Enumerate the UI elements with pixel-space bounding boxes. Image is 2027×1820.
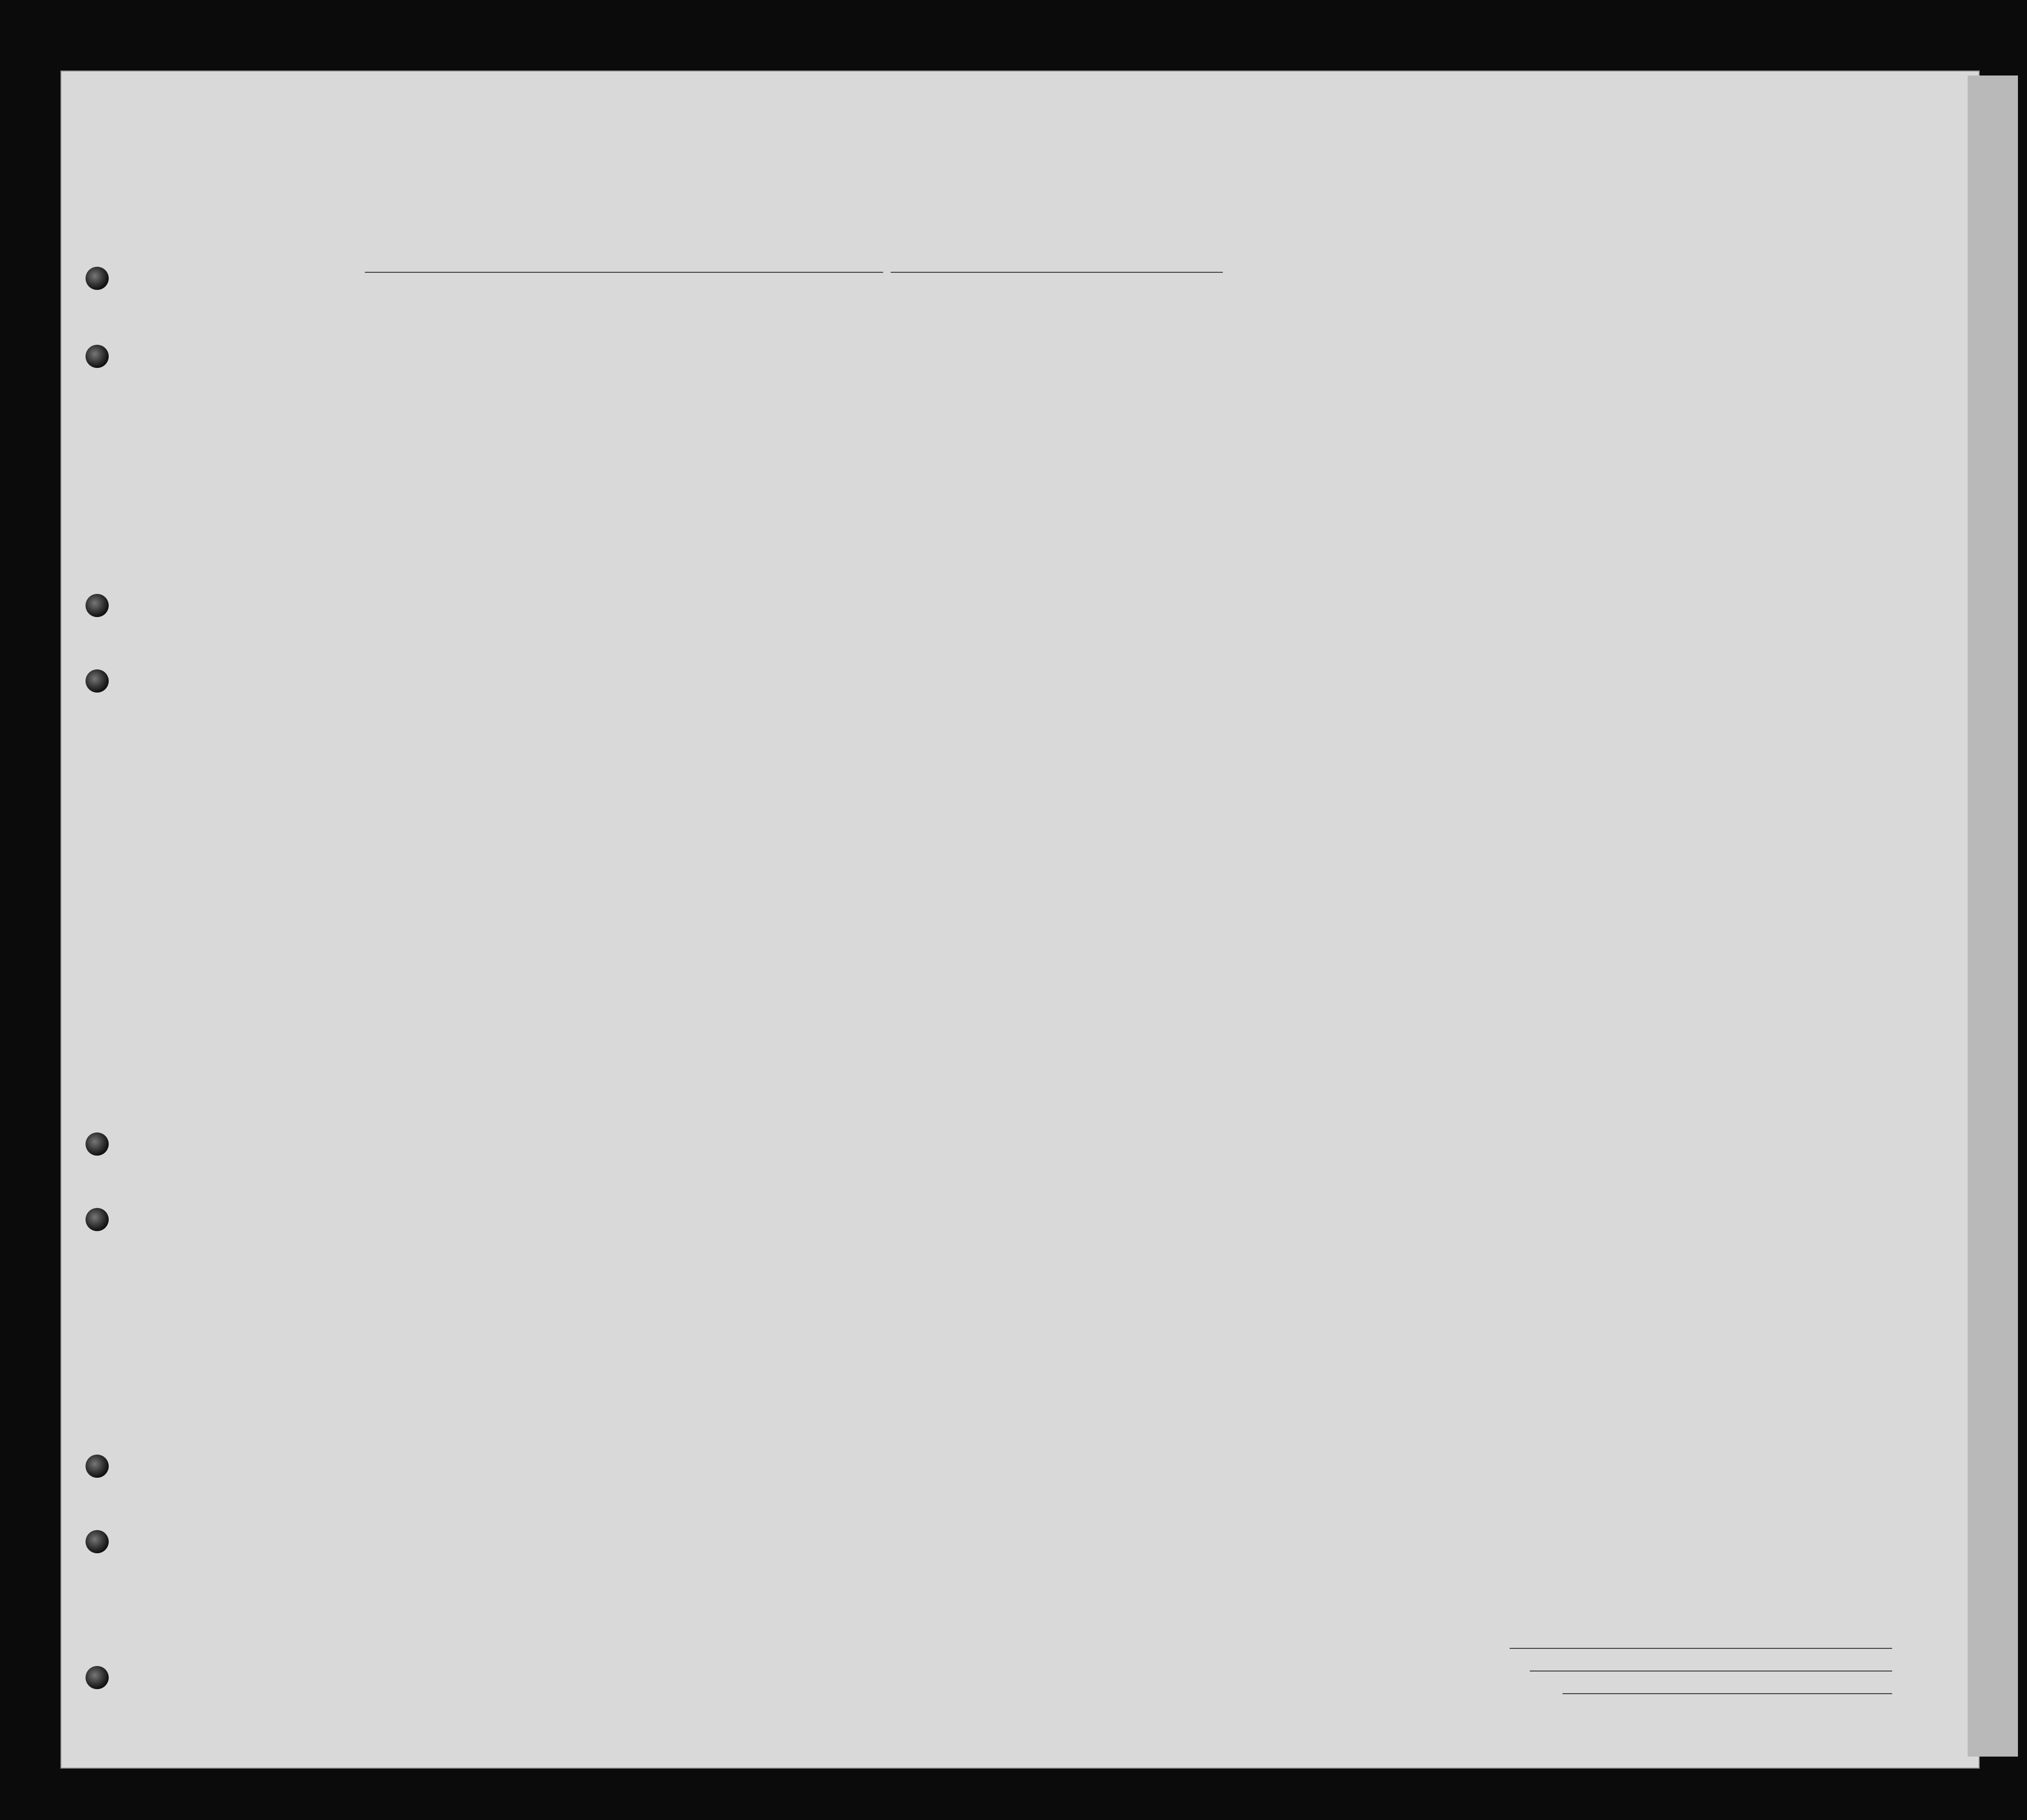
line-underline <box>1510 1648 1892 1649</box>
header-purpose-citizen <box>1278 362 1303 458</box>
header-purpose-length <box>1245 362 1271 458</box>
header-q30 <box>1502 332 1525 458</box>
header-money <box>735 332 756 458</box>
header-purpose-return <box>1199 362 1229 458</box>
header-anarchist <box>1384 332 1402 458</box>
header-ticket <box>606 332 633 458</box>
header-q29 <box>1462 332 1502 458</box>
header-inches <box>1701 413 1716 453</box>
owners-underline <box>1530 1671 1892 1672</box>
header-q31 <box>1527 332 1555 458</box>
header-polygamist <box>1359 332 1377 458</box>
header-q28 <box>1412 332 1462 458</box>
header-prison <box>1313 332 1354 458</box>
header-feet <box>1678 423 1693 453</box>
agents-underline <box>1563 1693 1892 1694</box>
